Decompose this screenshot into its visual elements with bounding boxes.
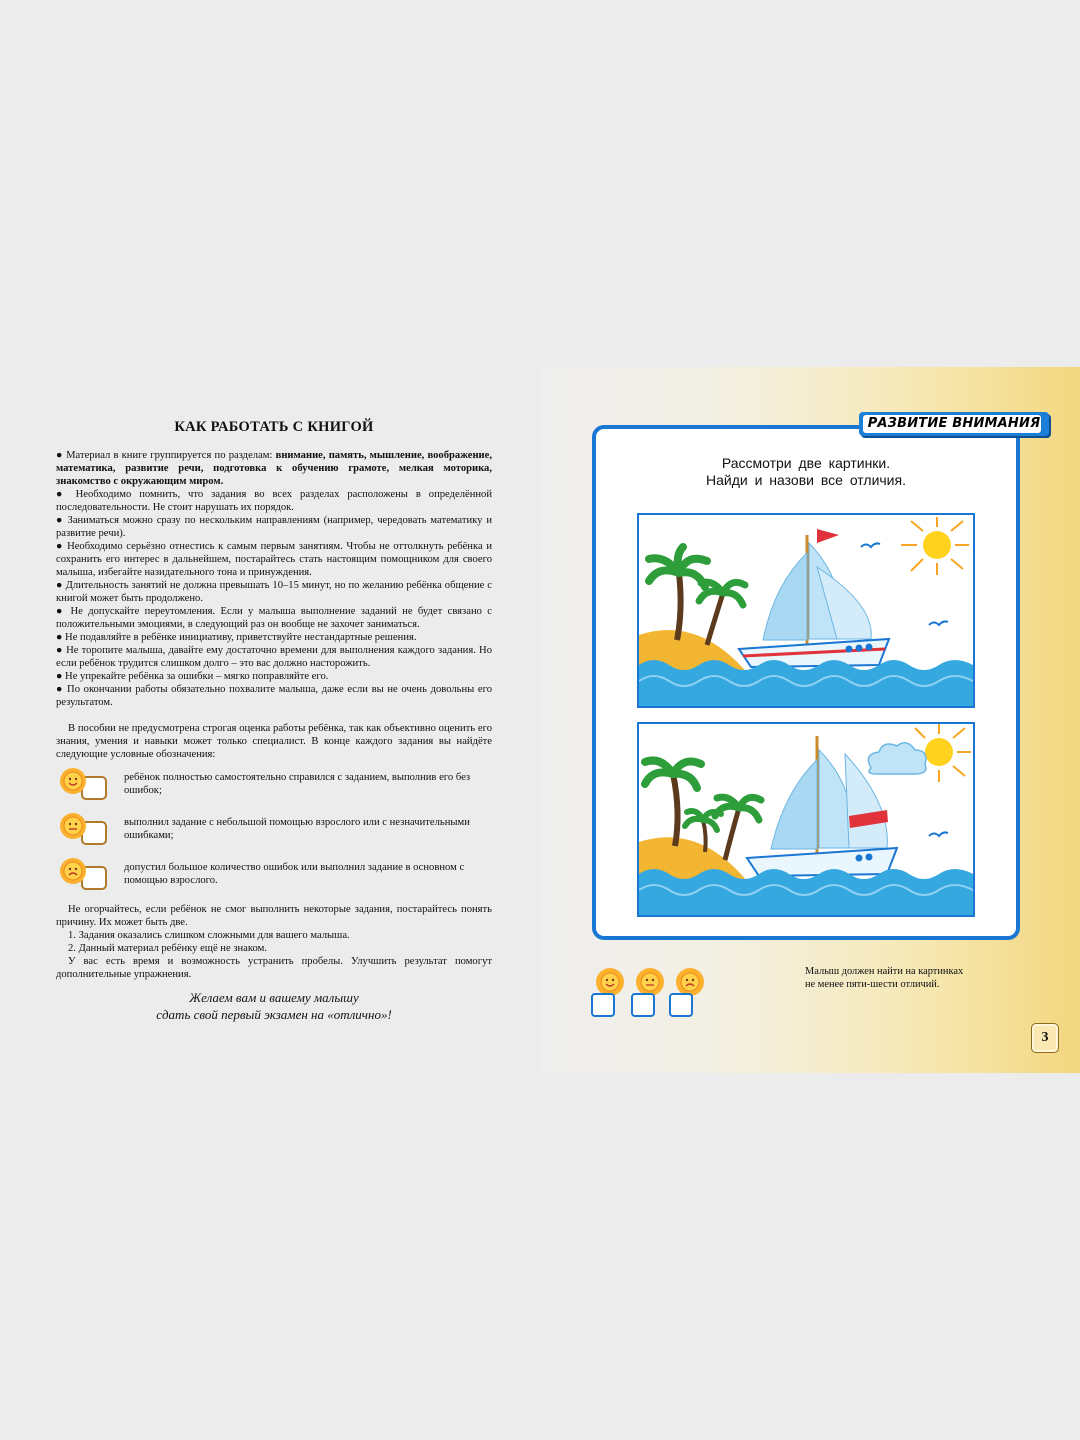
bullet-item: ● Не допускайте переутомления. Если у малыша выполнение заданий не будет связано с положительными эмоциями, в следующий раз он вообще не захочет заниматься.: [56, 606, 492, 630]
bullet-item: ● По окончании работы обязательно похвалите малыша, даже если вы не очень довольны его результатом.: [56, 684, 492, 708]
exercise-instruction: Рассмотри две картинки. Найди и назови все отличия.: [706, 455, 906, 488]
sun-checkbox-icon: [56, 857, 112, 897]
legend-text: допустил большое количество ошибок или выполнил задание в основном с помощью взрослого.: [124, 862, 465, 886]
bullet-item: ● Не подавляйте в ребёнке инициативу, приветствуйте нестандартные решения.: [56, 632, 417, 643]
self-assessment-boxes: [590, 966, 710, 1024]
page-title: КАК РАБОТАТЬ С КНИГОЙ: [174, 419, 374, 435]
closing-para: У вас есть время и возможность устранить пробелы. Улучшить результат помогут дополнительные упражнения.: [56, 956, 492, 980]
section-banner: [859, 412, 1049, 436]
closing-para: 2. Данный материал ребёнку ещё не знаком.: [68, 943, 267, 954]
legend-text: ребёнок полностью самостоятельно справился с заданием, выполнив его без ошибок;: [124, 772, 471, 796]
bullet-item: ● Необходимо помнить, что задания во всех разделах расположены в определённой последовательности. Не стоит нарушать их порядок.: [56, 489, 492, 513]
instructions-text: [56, 449, 492, 761]
bullet-item: ● Необходимо серьёзно отнестись к самым первым занятиям. Чтобы не оттолкнуть ребёнка и сохранить его интерес в дальнейшем, постарайтесь стать настоящим помощником для своего малыша, избегайте назидательного тона и принуждения.: [56, 541, 492, 578]
legend-text: выполнил задание с небольшой помощью взрослого или с незначительными ошибками;: [124, 817, 470, 841]
assessment-checkbox[interactable]: [592, 968, 624, 1016]
picture-bottom: [637, 722, 975, 917]
wish-text: Желаем вам и вашему малышу сдать свой первый экзамен на «отлично»!: [156, 990, 392, 1022]
bullet-item: ● Длительность занятий не должна превышать 10–15 минут, но по желанию ребёнка общение с книгой может быть продолжено.: [56, 580, 492, 604]
parent-note: Малыш должен найти на картинках не менее пяти-шести отличий.: [805, 966, 964, 990]
section-banner-label: РАЗВИТИЕ ВНИМАНИЯ: [867, 416, 1041, 431]
bullet-item: ● Не упрекайте ребёнка за ошибки – мягко поправляйте его.: [56, 671, 329, 682]
closing-text: [56, 903, 492, 981]
sun-checkbox-icon: [56, 812, 112, 852]
assessment-intro: В пособии не предусмотрена строгая оценка работы ребёнка, так как объективно оценить его знания, умения и навыки может только специалист. В конце каждого задания вы найдёте следующие условные обозначения:: [56, 723, 492, 760]
assessment-checkbox[interactable]: [632, 968, 664, 1016]
sailboat-scene-illustration: [639, 515, 973, 706]
bullet-item: ● Не торопите малыша, давайте ему достаточно времени для выполнения каждого задания. Но если ребёнок трудится слишком долго – это вас должно насторожить.: [56, 645, 492, 669]
closing-para: Не огорчайтесь, если ребёнок не смог выполнить некоторые задания, постарайтесь понять причину. Их может быть две.: [56, 904, 492, 928]
bullet-sections: ● Материал в книге группируется по разделам: внимание, память, мышление, воображение, математика, развитие речи, подготовка к обучению грамоте, мелкая моторика, знакомство с окружающим миром.: [56, 450, 493, 487]
assessment-checkbox[interactable]: [670, 968, 704, 1016]
sailboat-scene-illustration: [639, 724, 973, 915]
page-number: 3: [1031, 1023, 1059, 1053]
picture-top: [637, 513, 975, 708]
closing-para: 1. Задания оказались слишком сложными для вашего малыша.: [68, 930, 350, 941]
bullet-item: ● Заниматься можно сразу по нескольким направлениям (например, чередовать математику и развитие речи).: [56, 515, 492, 539]
sun-checkbox-icon: [56, 767, 112, 807]
